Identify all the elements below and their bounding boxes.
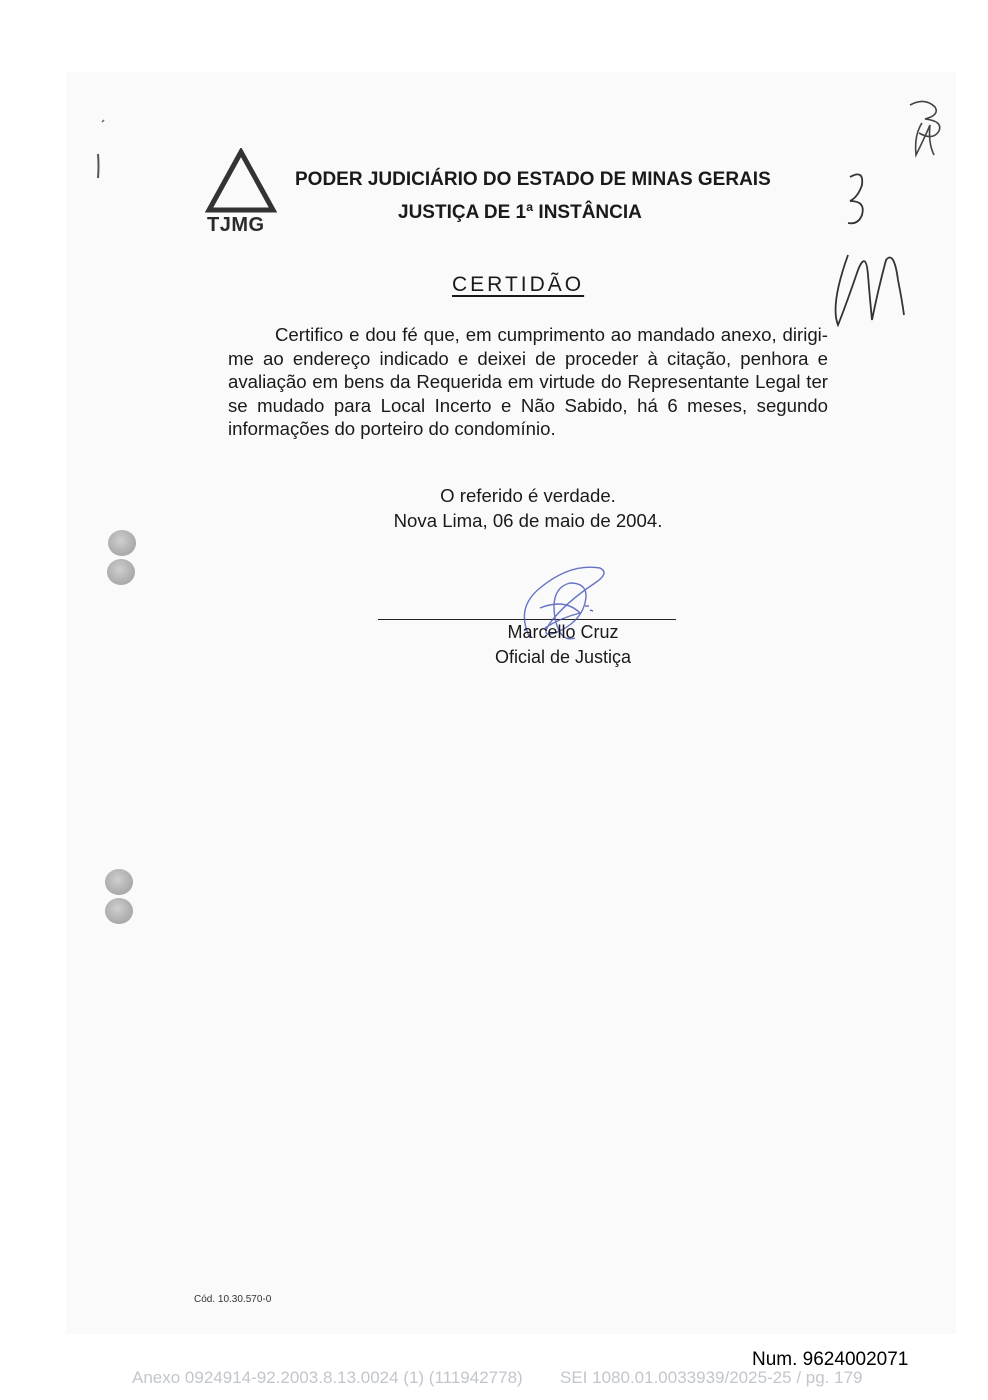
- handwritten-page-number-marks: [810, 95, 960, 345]
- place-and-date: Nova Lima, 06 de maio de 2004.: [393, 510, 663, 531]
- document-title: CERTIDÃO: [452, 273, 585, 296]
- punch-hole: [105, 898, 133, 924]
- header-line-2: JUSTIÇA DE 1ª INSTÂNCIA: [398, 202, 642, 223]
- footer-annex-reference: Anexo 0924914-92.2003.8.13.0024 (1) (111942778): [132, 1368, 523, 1387]
- footer-sei-reference: SEI 1080.01.0033939/2025-25 / pg. 179: [560, 1368, 863, 1387]
- document-number: Num. 9624002071: [752, 1349, 909, 1370]
- signatory-role: Oficial de Justiça: [494, 647, 632, 667]
- punch-hole: [108, 530, 136, 556]
- stray-pen-mark: [90, 112, 120, 182]
- header-line-1: PODER JUDICIÁRIO DO ESTADO DE MINAS GERAIS: [295, 169, 771, 190]
- punch-hole: [105, 869, 133, 895]
- logo-text: TJMG: [207, 214, 265, 236]
- certificate-body: Certifico e dou fé que, em cumprimento ao mandado anexo, dirigi-me ao endereço indicado e deixei de proceder à citação, penhora e avaliação em bens da Requerida em virtude do Representante Legal ter se mudado para Local Incerto e Não Sabido, há 6 meses, segundo informações do porteiro do condomínio.: [228, 324, 828, 440]
- punch-hole: [107, 559, 135, 585]
- form-code: Cód. 10.30.570-0: [194, 1294, 272, 1305]
- signatory-name: Marcello Cruz: [507, 622, 619, 642]
- closing-statement: O referido é verdade.: [440, 485, 616, 506]
